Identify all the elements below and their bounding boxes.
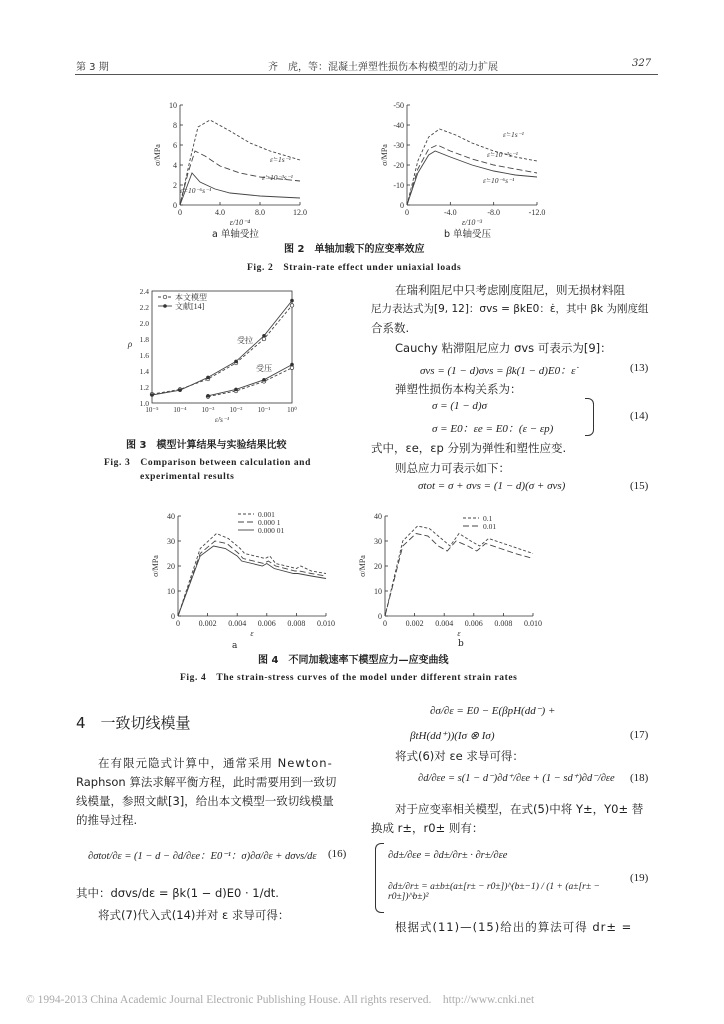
legend-marker <box>163 295 167 299</box>
fig2-caption-en: Fig. 2 Strain-rate effect under uniaxial loads <box>247 263 462 273</box>
x-tick-label: 10⁻⁵ <box>145 406 159 414</box>
x-tick-label: 0 <box>178 208 182 217</box>
y-tick-label: 2.4 <box>139 287 149 296</box>
y-tick-label: 2 <box>173 181 177 190</box>
para-algorithm: 根据式(11)—(15)给出的算法可得 dr± = <box>395 920 633 934</box>
equation-18-number: (18) <box>630 772 649 784</box>
para-line: 合系数. <box>371 321 410 335</box>
fig4b-sublabel: b <box>458 639 464 649</box>
y-tick-label: 1.2 <box>139 383 149 392</box>
equation-16: ∂σtot/∂ε = (1 − d − ∂d/∂εe：E0⁻¹：σ)∂σ/∂ε + dσvs/dε <box>88 851 317 862</box>
series-label: ε̇=10⁻³s⁻¹ <box>487 150 518 159</box>
fig2b-sublabel: b 单轴受压 <box>444 229 492 240</box>
y-tick-label: 0 <box>378 612 382 621</box>
fig3-caption-en-1: Fig. 3 Comparison between calculation and <box>104 458 311 468</box>
equation-15-number: (15) <box>630 480 649 492</box>
legend-label: 0.001 <box>258 510 275 519</box>
series-line <box>152 301 292 395</box>
fig3-caption-zh: 图 3 模型计算结果与实验结果比较 <box>126 440 287 451</box>
running-title: 齐 虎，等：混凝土弹塑性损伤本构模型的动力扩展 <box>268 62 498 73</box>
equation-19-brace <box>375 843 384 913</box>
series-line <box>178 546 326 616</box>
data-point <box>262 337 266 341</box>
fig3-chart <box>112 283 312 423</box>
para-substitute: 将式(7)代入式(14)并对 ε 求导可得： <box>98 908 290 922</box>
equation-13-number: (13) <box>630 362 649 374</box>
y-tick-label: 30 <box>374 537 382 546</box>
para-derive-d: 将式(6)对 εe 求导可得： <box>395 749 524 763</box>
para-newton-raphson <box>76 754 361 830</box>
y-tick-label: 4 <box>173 161 177 170</box>
series-line <box>178 541 326 616</box>
x-tick-label: 0.004 <box>435 619 454 628</box>
series-label: ε̇=10⁻³s⁻¹ <box>262 173 293 182</box>
legend-label: 0.000 1 <box>258 518 281 527</box>
data-point <box>290 366 294 370</box>
y-tick-label: 20 <box>167 562 175 571</box>
x-axis-label: ε/10⁻³ <box>462 218 482 227</box>
x-tick-label: 8.0 <box>255 208 265 217</box>
x-tick-label: 12.0 <box>293 208 307 217</box>
equation-14-number: (14) <box>630 410 649 422</box>
x-axis-label: ε <box>250 629 254 636</box>
series-line <box>385 526 533 616</box>
series-label: ε̇=10⁻⁶s⁻¹ <box>180 186 212 195</box>
y-axis-label: σ/MPa <box>358 555 367 577</box>
x-tick-label: -4.0 <box>443 208 457 217</box>
equation-19b: ∂d±/∂r± = a±b±(a±[r± − r0±])^(b±−1) / (1 + (a±[r± − r0±])^b±)² <box>388 882 600 902</box>
x-tick-label: 10⁻³ <box>201 406 215 414</box>
para-strain-def: 式中，εe，εp 分别为弹性和塑性应变. <box>371 441 567 455</box>
para-viscous-derivative: 其中：dσvs/dε = βk(1 − d)E0 · 1/dt. <box>76 886 279 900</box>
para-line: 在有限元隐式计算中，通常采用 Newton- <box>98 756 333 770</box>
series-label: ε̇=1s⁻¹ <box>503 130 524 139</box>
y-tick-label: 1.8 <box>139 335 149 344</box>
y-tick-label: -40 <box>393 121 404 130</box>
data-point <box>234 360 238 364</box>
data-point <box>262 378 266 382</box>
y-tick-label: 0 <box>400 201 404 210</box>
fig2-caption-zh: 图 2 单轴加载下的应变率效应 <box>284 244 425 255</box>
equation-17-number: (17) <box>630 729 649 741</box>
section-4-heading: 4 一致切线模量 <box>76 714 191 732</box>
fig2b-chart <box>375 95 550 235</box>
x-axis-label: ε <box>457 629 461 636</box>
para-line: 在瑞利阻尼中只考虑刚度阻尼，则无损材料阻 <box>395 283 625 297</box>
annotation-tension: 受拉 <box>237 336 253 345</box>
equation-14a: σ = (1 − d)σ <box>432 400 488 412</box>
x-tick-label: 0.004 <box>228 619 247 628</box>
x-tick-label: 10⁻² <box>229 406 243 414</box>
x-tick-label: 0.006 <box>257 619 276 628</box>
legend-label: 0.01 <box>483 522 497 531</box>
x-tick-label: 0.010 <box>524 619 542 628</box>
equation-16-number: (16) <box>328 848 347 860</box>
equation-14-brace <box>585 398 594 436</box>
data-point <box>206 376 210 380</box>
series-label: ε̇=10⁻⁶s⁻¹ <box>483 176 515 185</box>
legend-label: 0.000 01 <box>258 526 285 535</box>
x-tick-label: -8.0 <box>487 208 501 217</box>
y-tick-label: -20 <box>393 161 404 170</box>
y-tick-label: 1.0 <box>139 399 149 408</box>
equation-18: ∂d/∂εe = s(1 − d⁻)∂d⁺/∂εe + (1 − sd⁺)∂d⁻/∂εe <box>418 773 615 784</box>
x-axis-label: ε̇/s⁻¹ <box>214 415 230 423</box>
annotation-compression: 受压 <box>256 364 272 373</box>
x-tick-label: 0.008 <box>287 619 306 628</box>
equation-17a: ∂σ/∂ε = E0 − E(βpH(dd⁻) + <box>430 705 556 717</box>
x-tick-label: 0.002 <box>198 619 217 628</box>
x-tick-label: 0.008 <box>494 619 513 628</box>
para-line: 尼力表达式为[9, 12]：σvs = βkE0：ε̇，其中 βk 为刚度组 <box>371 303 649 315</box>
para-rate-dependent <box>371 800 644 838</box>
series-label: ε̇=1s⁻¹ <box>270 155 291 164</box>
y-tick-label: -10 <box>393 181 404 190</box>
data-point <box>290 363 294 367</box>
para-constitutive: 弹塑性损伤本构关系为： <box>395 382 522 396</box>
x-tick-label: 0.010 <box>317 619 335 628</box>
fig3-caption-en-2: experimental results <box>140 472 235 482</box>
y-axis-label: ρ <box>127 339 133 349</box>
y-tick-label: 0 <box>171 612 175 621</box>
para-line: 线模量，参照文献[3]，给出本文模型一致切线模量 <box>76 794 334 808</box>
copyright-footer: © 1994-2013 China Academic Journal Electronic Publishing House. All rights reserved. http://www.cnki.net <box>26 994 535 1006</box>
fig2a-chart <box>150 95 315 235</box>
x-tick-label: 0 <box>405 208 409 217</box>
y-tick-label: 0 <box>173 201 177 210</box>
legend-marker <box>163 304 167 308</box>
equation-15: σtot = σ + σvs = (1 − d)(σ + σvs) <box>418 480 566 492</box>
x-tick-label: 0 <box>176 619 180 628</box>
y-axis-label: σ/MPa <box>153 144 162 166</box>
equation-19-number: (19) <box>630 872 649 884</box>
para-total-stress: 则总应力可表示如下： <box>395 461 510 475</box>
para-line: 换成 r±，r0± 则有： <box>371 821 484 835</box>
y-tick-label: 30 <box>167 537 175 546</box>
legend-label: 文献[14] <box>175 302 205 311</box>
fig4a-chart <box>138 506 338 636</box>
data-point <box>150 393 154 397</box>
data-point <box>262 334 266 338</box>
header-rule <box>75 74 658 75</box>
para-rayleigh-damping <box>371 281 665 338</box>
y-tick-label: 6 <box>173 141 177 150</box>
equation-17b: βtH(dd⁺))(Iσ ⊗ Iσ) <box>410 730 495 742</box>
para-line: 对于应变率相关模型，在式(5)中将 Y±，Y0± 替 <box>395 802 644 816</box>
x-tick-label: 10⁻¹ <box>257 406 271 414</box>
data-point <box>206 394 210 398</box>
y-axis-label: σ/MPa <box>151 555 160 577</box>
y-tick-label: 10 <box>167 587 175 596</box>
y-tick-label: 8 <box>173 121 177 130</box>
x-tick-label: 10⁻⁴ <box>173 406 187 414</box>
y-tick-label: 10 <box>169 101 177 110</box>
data-point <box>290 299 294 303</box>
x-tick-label: 0 <box>383 619 387 628</box>
y-tick-label: 40 <box>374 512 382 521</box>
x-tick-label: 0.002 <box>405 619 424 628</box>
series-line <box>407 129 537 205</box>
legend-label: 本文模型 <box>175 293 207 302</box>
legend-label: 0.1 <box>483 514 493 523</box>
series-line <box>208 365 292 396</box>
x-tick-label: 10⁰ <box>287 406 297 414</box>
x-axis-label: ε/10⁻⁴ <box>229 218 251 227</box>
y-tick-label: -50 <box>393 101 404 110</box>
y-tick-label: 2.0 <box>139 319 149 328</box>
fig2a-sublabel: a 单轴受拉 <box>212 229 259 240</box>
fig4-caption-en: Fig. 4 The strain-stress curves of the model under different strain rates <box>180 673 518 683</box>
fig4-caption-zh: 图 4 不同加载速率下模型应力—应变曲线 <box>258 655 449 666</box>
y-axis-label: σ/MPa <box>380 144 389 166</box>
para-line: 的推导过程. <box>76 813 138 827</box>
plot-frame <box>152 291 292 403</box>
fig4b-chart <box>355 506 550 636</box>
equation-19a: ∂d±/∂εe = ∂d±/∂r± · ∂r±/∂εe <box>388 850 508 861</box>
data-point <box>234 388 238 392</box>
x-tick-label: 4.0 <box>215 208 225 217</box>
fig4a-sublabel: a <box>232 641 238 651</box>
data-point <box>178 388 182 392</box>
y-tick-label: 20 <box>374 562 382 571</box>
data-point <box>290 304 294 308</box>
y-tick-label: -30 <box>393 141 404 150</box>
series-line <box>152 305 292 394</box>
page-number: 327 <box>632 58 652 69</box>
x-tick-label: 0.006 <box>464 619 483 628</box>
y-tick-label: 1.4 <box>139 367 149 376</box>
y-tick-label: 40 <box>167 512 175 521</box>
equation-13: σvs = (1 − d)σvs = βk(1 − d)E0：ε̇ <box>420 365 576 377</box>
series-line <box>407 151 537 205</box>
para-line: Raphson 算法求解平衡方程，此时需要用到一致切 <box>76 775 337 789</box>
x-tick-label: -12.0 <box>528 208 546 217</box>
equation-14b: σ = E0：εe = E0：(ε − εp) <box>432 423 554 435</box>
y-tick-label: 2.2 <box>139 303 149 312</box>
issue-number: 第 3 期 <box>76 62 109 73</box>
y-tick-label: 1.6 <box>139 351 149 360</box>
y-tick-label: 10 <box>374 587 382 596</box>
para-cauchy: Cauchy 粘滞阻尼应力 σvs 可表示为[9]： <box>395 341 612 355</box>
